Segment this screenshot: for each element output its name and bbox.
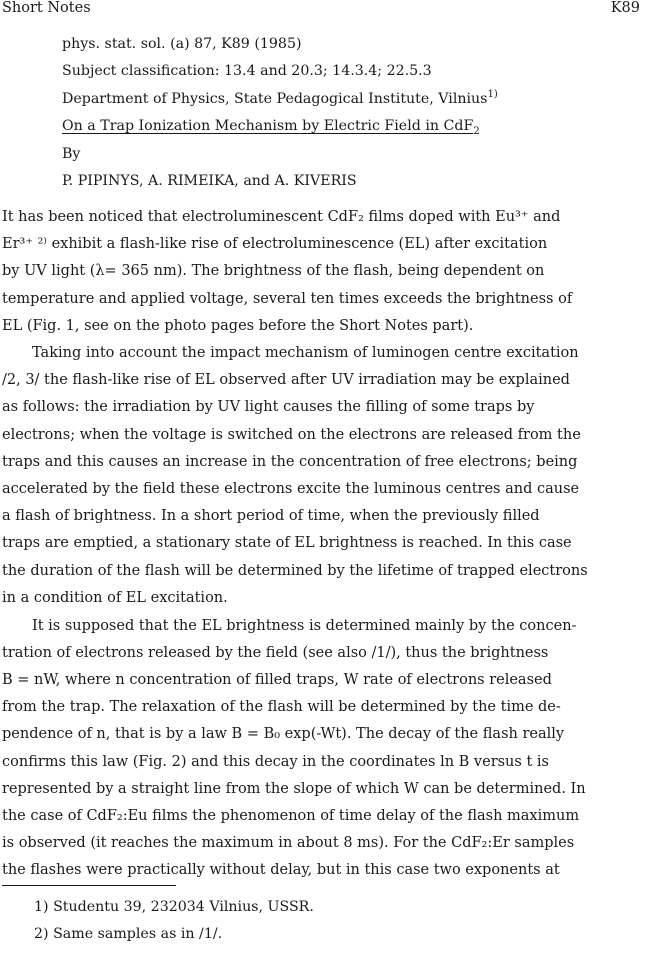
subject-classification: Subject classification: 13.4 and 20.3; 14.3.4; 22.5.3 [62, 63, 432, 79]
running-header-left: Short Notes [2, 0, 91, 16]
paper-title-subscript: 2 [473, 126, 480, 137]
body-line: the duration of the flash will be determined by the lifetime of trapped electrons [2, 563, 588, 579]
body-line: traps and this causes an increase in the concentration of free electrons; being [2, 454, 578, 470]
authors: P. PIPINYS, A. RIMEIKA, and A. KIVERIS [62, 173, 357, 189]
body-line: EL (Fig. 1, see on the photo pages before the Short Notes part). [2, 318, 474, 334]
body-line: the flashes were practically without delay, but in this case two exponents at [2, 862, 560, 878]
body-line: a flash of brightness. In a short period of time, when the previously filled [2, 508, 540, 524]
body-line: It has been noticed that electroluminescent CdF₂ films doped with Eu³⁺ and [2, 209, 561, 225]
footnote-1: 1) Studentu 39, 232034 Vilnius, USSR. [34, 899, 314, 915]
page-number: K89 [610, 0, 640, 16]
paper-title-text: On a Trap Ionization Mechanism by Electric Field in CdF [62, 118, 474, 134]
body-line: from the trap. The relaxation of the flash will be determined by the time de- [2, 699, 561, 715]
by-label: By [62, 146, 81, 162]
body-line: in a condition of EL excitation. [2, 590, 228, 606]
body-line: Er³⁺ ²⁾ exhibit a flash-like rise of electroluminescence (EL) after excitation [2, 236, 548, 252]
body-line: temperature and applied voltage, several ten times exceeds the brightness of [2, 291, 573, 307]
body-line: It is supposed that the EL brightness is determined mainly by the concen- [32, 618, 577, 634]
body-line: accelerated by the field these electrons excite the luminous centres and cause [2, 481, 580, 497]
body-line: tration of electrons released by the field (see also /1/), thus the brightness [2, 645, 549, 661]
body-line: Taking into account the impact mechanism of luminogen centre excitation [32, 345, 579, 361]
affiliation-text: Department of Physics, State Pedagogical Institute, Vilnius [62, 91, 488, 107]
body-line: is observed (it reaches the maximum in about 8 ms). For the CdF₂:Er samples [2, 835, 575, 851]
affiliation [62, 90, 498, 108]
journal-citation: phys. stat. sol. (a) 87, K89 (1985) [62, 36, 302, 52]
body-line: pendence of n, that is by a law B = B₀ exp(-Wt). The decay of the flash really [2, 726, 565, 742]
footnote-divider [2, 885, 176, 886]
body-line: B = nW, where n concentration of filled traps, W rate of electrons released [2, 672, 552, 688]
body-line: by UV light (λ= 365 nm). The brightness of the flash, being dependent on [2, 263, 545, 279]
body-line: represented by a straight line from the slope of which W can be determined. In [2, 781, 586, 797]
body-line: /2, 3/ the flash-like rise of EL observed after UV irradiation may be explained [2, 372, 570, 388]
body-line: as follows: the irradiation by UV light causes the filling of some traps by [2, 399, 535, 415]
body-line: electrons; when the voltage is switched on the electrons are released from the [2, 427, 581, 443]
paper-title [62, 117, 480, 135]
body-line: traps are emptied, a stationary state of EL brightness is reached. In this case [2, 535, 572, 551]
body-line: confirms this law (Fig. 2) and this decay in the coordinates ln B versus t is [2, 754, 549, 770]
affiliation-footnote-mark: 1) [487, 89, 498, 100]
footnote-2: 2) Same samples as in /1/. [34, 926, 223, 942]
body-line: the case of CdF₂:Eu films the phenomenon of time delay of the flash maximum [2, 808, 580, 824]
